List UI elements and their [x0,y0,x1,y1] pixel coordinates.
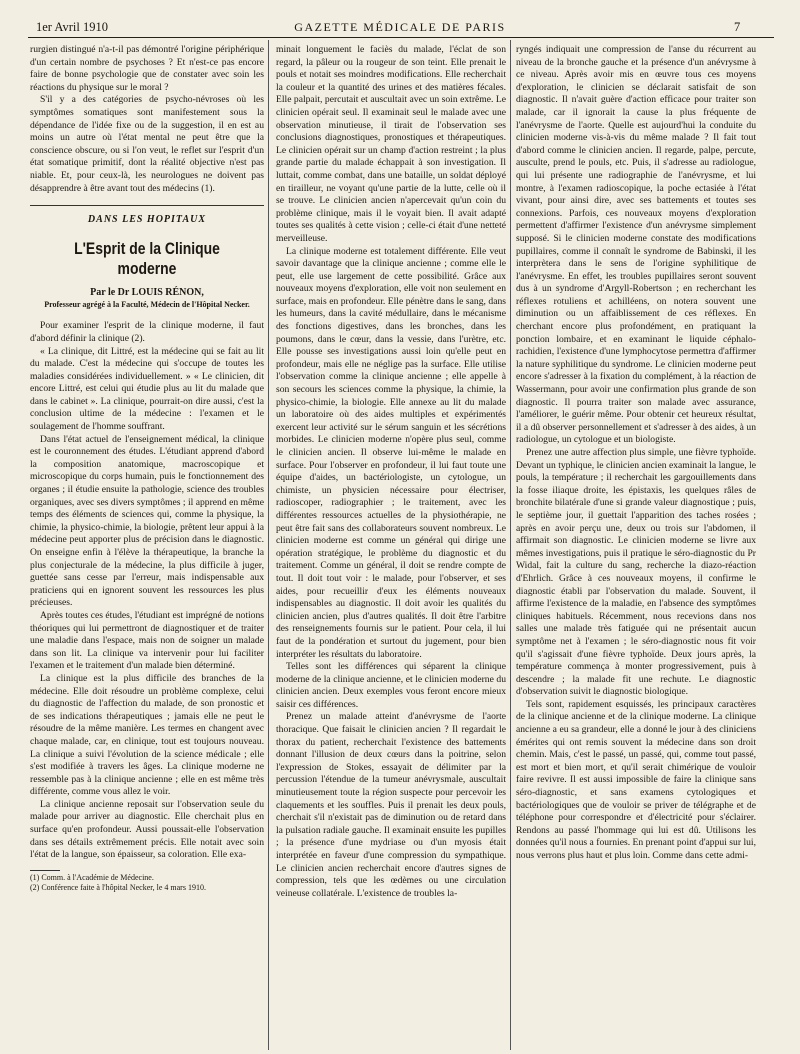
author-affiliation: Professeur agrégé à la Faculté, Médecin de l'Hôpital Necker. [44,300,250,310]
paragraph: La clinique moderne est totalement différente. Elle veut savoir davantage que la clinique ancienne ; comme elle le peut, elle use largement de cette possibilité. Grâce aux nouveaux moyens d'exploration, elle voit non seulement en surface, mais en profondeur. Elle pénètre dans le sang, dans les humeurs, dans la cavité médullaire, dans le mécanisme des fonctions digestives, dans les bronches, dans les poumons, dans le cœur, dans la vessie, dans l'urètre, etc. Elle pousse ses investigations aussi loin qu'elle peut en profondeur, mais elle ne néglige pas la surface. Elle utilise l'observation comme la clinique ancienne ; elle appelle à son secours les sciences comme la physique, la chimie, la physico-chimie, la biologie. Elle annexe au lit du malade un laboratoire où des aides multiples et expérimentés exercent leur activité sur le sérum sanguin et les sécrétions morbides. Le clinicien moderne n'opère plus seul, comme le clinicien ancien. Il observe lui-même le malade en surface. Pour l'observer en profondeur, il lui faut toute une équipe d'aides, un bactériologiste, un cytologue, un chimiste, un physicien nécessaire pour électriser, radioscoper, radiographier ; le traitement, avec les différentes ressources actuelles de la physiothérapie, ne peut être fait sans des collaborateurs souvent nombreux. Le clinicien moderne est comme un général qui dirige une opération stratégique, le problème du diagnostic et du traitement. Comme un général, il doit se rendre compte de tout. Il doit tout voir : le malade, pour l'observer, et ses aides, pour recueillir d'eux les éléments nouveaux indispensables au diagnostic. Il doit avoir les qualités du clinicien ancien, plus d'autres qualités. Il doit être l'arbitre des renseignements fournis sur le patient. Pour cela, il lui faut de la pondération et surtout du jugement, pour bien interpréter les résultats du laboratoire. [276,245,506,660]
page-number: 7 [734,20,741,34]
paragraph: La clinique est la plus difficile des branches de la médecine. Elle doit résoudre un problème complexe, celui du diagnostic de l'affection du malade, de son pronostic et de ses indications thérapeutiques ; jamais elle ne peut le résoudre de la même manière. Les termes en changent avec chaque malade, car, en clinique, tout est toujours nouveau. La clinique a suivi l'évolution de la science médicale ; elle s'est modifiée à travers les âges. La clinique moderne ne ressemble pas à la clinique ancienne ; elle en est même très différente, comme vous allez le voir. [30,672,264,798]
running-header [0,14,800,38]
paragraph: Après toutes ces études, l'étudiant est imprégné de notions théoriques qui lui permettront de diagnostiquer et de traiter une maladie dans l'espace, mais non de soigner un malade dans son lit. La clinique va intervenir pour lui faciliter l'examen et le traitement d'un malade bien déterminé. [30,609,264,672]
section-heading: DANS LES HOPITAUX [30,205,264,227]
paragraph: Dans l'état actuel de l'enseignement médical, la clinique est le couronnement des études. L'étudiant apprend d'abord la composition anatomique, macroscopique et microscopique du corps humain, puis le fonctionnement des organes ; il étudie ensuite la pathologie, science des troubles organiques, avec ses divers symptômes ; il apprend en même temps des éléments de sciences qui, comme la physique, la chimie, la physico-chimie, la biologie, prêtent leur appui à la médecine peut apporter plus de précision dans le diagnostic. On enseigne enfin à l'élève la thérapeutique, la branche la plus conjecturale de la médecine, la plus difficile à juger, guettée sans cesse par l'erreur, mais indispensable aux praticiens qui en ignorent souvent les ressources les plus précieuses. [30,433,264,609]
paragraph: ryngés indiquait une compression de l'anse du récurrent au niveau de la bronche gauche et la présence d'un anévrysme à ce niveau. Après avoir mis en œuvre tous ces moyens d'exploration, le clinicien se déclarait satisfait de son diagnostic. Il n'avait guère d'action efficace pour traiter son malade, car il ignorait la cause la plus fréquente de l'anévrysme de l'aorte. Quelle est aujourd'hui la conduite du clinicien moderne vis-à-vis du même malade ? Il fait tout d'abord comme le clinicien ancien. Il regarde, palpe, percute, ausculte, prend le pouls, etc. Puis, il s'adresse au radiologue, qui lui présente une radiographie de l'anévrysme, et lui montre, à l'examen radioscopique, la poche ectasiée à l'état vivant, pour ainsi dire, avec ses battements et toutes ses connexions. Parfois, ces nouveaux moyens d'exploration permettent d'affirmer l'existence d'un anévrysme simplement supposé. Si le clinicien moderne constate des modifications pupillaires, comme il connaît le syndrome de Babinski, il les interprètera dans le sens de l'origine syphilitique de l'anévrysme. En effet, les troubles pupillaires seront souvent dus à un syndrome d'Argyll-Robertson ; en recherchant les réflexes rotuliens et achilléens, on notera souvent une diminution ou un affaiblissement de ces réflexes. En cherchant encore plus profondément, en pratiquant la ponction lombaire, et en examinant le liquide céphalo-rachidien, l'existence d'une lymphocytose permettra d'affirmer la nature syphilitique du syndrome. Le clinicien moderne peut encore s'adresser à la fixation du complément, à la réaction de Wassermann, pour avoir une confirmation plus grande de son diagnostic. Il pourra traiter son malade avec assurance, l'améliorer, le guérir même. Pour obtenir cet heureux résultat, il a dû observer personnellement et s'adresser à des aides, à un radiologue, un cytologue et un biologiste. [516,44,756,446]
column-2 [276,44,506,1044]
issue-date: 1er Avril 1910 [36,20,108,34]
paragraph: Tels sont, rapidement esquissés, les principaux caractères de la clinique ancienne et de la clinique moderne. La clinique ancienne a eu sa grandeur, elle a donné le jour à des cliniciens émérites qui ont remis souvent la médecine dans son droit chemin. Mais, c'est le passé, un passé, qui, comme tout passé, est mort et bien mort, et qu'il serait chimérique de vouloir faire revivre. Il est aussi impossible de faire la clinique sans séro-diagnostic, et sans examens cytologiques et bactériologiques que de vouloir se priver de télégraphe et de téléphone pour correspondre et d'électricité pour s'éclairer. Rendons au passé l'hommage qui lui est dû. Utilisons les données qu'il nous a fournies. En prenant point d'appui sur lui, nous verrons plus haut et plus loin. Comme dans cette admi- [516,698,756,861]
column-divider [510,40,511,1050]
footnote: (2) Conférence faite à l'hôpital Necker, le 4 mars 1910. [30,882,206,892]
column-divider [268,40,269,1050]
header-rule [28,37,774,38]
paragraph: S'il y a des catégories de psycho-névroses où les symptômes somatiques sont manifestement sous la dépendance de l'idée fixe ou de la suggestion, il en est au moins un autre où l'état mental ne peut être que la conscience obscure, ou si l'on veut, le reflet sur l'esprit d'un état somatique primitif, dont la réalité objective n'est pas niable. Et, pour ceux-là, les neurologues ne doivent pas désapprendre à être avant tout des médecins (1). [30,94,264,194]
column-3 [516,44,756,1044]
paragraph: Prenez un malade atteint d'anévrysme de l'aorte thoracique. Que faisait le clinicien ancien ? Il regardait le thorax du patient, recherchait l'existence des battements donnant l'illusion de deux cœurs dans la poitrine, selon l'expression de Stokes, essayait de délimiter par la percussion l'étendue de la tumeur anévrysmale, auscultait minutieusement toute la région suspecte pour percevoir les claquements et les souffles. Puis il prenait les deux pouls, cherchait s'il n'existait pas de diminution ou de retard dans la pulsation radiale gauche. Il examinait ensuite les pupilles ; la présence d'une mydriase ou d'un myosis était interprétée en faveur d'une compression du sympathique. Le clinicien ancien recherchait encore d'autres signes de compression, tels que les œdèmes ou une circulation veineuse collatérale. L'existence de troubles la- [276,711,506,899]
article-title: L'Esprit de la Clinique moderne [74,238,220,278]
author-byline: Par le Dr LOUIS RÉNON, [90,286,204,298]
paragraph: Telles sont les différences qui séparent la clinique moderne de la clinique ancienne, et le clinicien moderne du clinicien ancien. Deux exemples vous feront encore mieux saisir ces différences. [276,661,506,710]
paragraph: Prenez une autre affection plus simple, une fièvre typhoïde. Devant un typhique, le clinicien ancien examinait la langue, le pouls, la température ; il recherchait les gargouillements dans la fosse iliaque droite, les épistaxis, les quelques râles de bronchite bilatérale d'une si grande valeur diagnostique ; puis, le septième jour, il guettait l'apparition des taches rosées ; après en avoir perçu une, deux ou trois sur l'abdomen, il affirmait son diagnostic. Le clinicien moderne se livre aux mêmes investigations, puis il pratique le séro-diagnostic du Pr Widal, fait la culture du sang, recherche la diazo-réaction d'Ehrlich. Grâce à ces nouveaux moyens, il confirme le diagnostic établi par l'observation du malade. Souvent, il affirme l'existence de la maladie, en l'absence des symptômes cliniques habituels. Récemment, nous recevions dans nos salles une malade très fatiguée qui ne présentait aucun symptôme net à l'examen ; le séro-diagnostic nous fit voir qu'il s'agissait d'une fièvre typhoïde. Deux jours après, la température commença à monter progressivement, puis à descendre ; la malade fit une rechute. Le diagnostic d'observation suivit le diagnostic biologique. [516,447,756,698]
paragraph: La clinique ancienne reposait sur l'observation seule du malade pour arriver au diagnostic. Elle cherchait plus en surface qu'en profondeur. Aussi poussait-elle l'observation dans ses détails extrêmement précis. Elle notait avec soin l'état de la langue, son épaisseur, sa coloration. Elle exa- [30,798,264,861]
paragraph: « La clinique, dit Littré, est la médecine qui se fait au lit du malade. C'est la médecine qui s'occupe de toutes les maladies considérées individuellement. » « Le clinicien, dit encore Littré, est celui qui étudie plus au lit du malade que dans le cabinet ». La clinique, pourrait-on dire aussi, c'est la conclusion ultime de la médecine : l'examen et le soulagement de l'homme souffrant. [30,345,264,433]
paragraph: rurgien distingué n'a-t-il pas démontré l'origine périphérique d'un certain nombre de psychoses ? Et n'est-ce pas encore faire de bonne psychologie que de constater avec soin les réactions du physique sur le moral ? [30,44,264,93]
paragraph: minait longuement le faciès du malade, l'éclat de son regard, la pâleur ou la rougeur de son teint. Elle prenait le pouls et notait ses moindres modifications. Elle recherchait la couleur et la quantité des urines et des matières fécales. Elle palpait, percutait et auscultait avec un soin extrême. Le clinicien opérait seul. Il examinait seul le malade avec une observation minutieuse, il tirait de l'observation ses conclusions diagnostiques, pronostiques et thérapeutiques. Le clinicien opérait sur un champ d'action restreint ; la plus grande partie du malade échappait à son investigation. Il luttait, comme combat, dans une bataille, un soldat déployé en tirailleur, ne voyant qu'une partie de la lutte, celle où il se trouve. Le clinicien ancien n'apercevait qu'un coin du problème clinique, mais il le voyait bien. Il avait adapté toutes ses qualités à cette vision ; celle-ci était d'une netteté merveilleuse. [276,44,506,244]
paragraph: Pour examiner l'esprit de la clinique moderne, il faut d'abord définir la clinique (2). [30,320,264,344]
column-1 [30,44,264,1049]
footnote-rule [30,870,60,871]
journal-title: GAZETTE MÉDICALE DE PARIS [294,20,506,34]
footnote: (1) Comm. à l'Académie de Médecine. [30,872,154,882]
